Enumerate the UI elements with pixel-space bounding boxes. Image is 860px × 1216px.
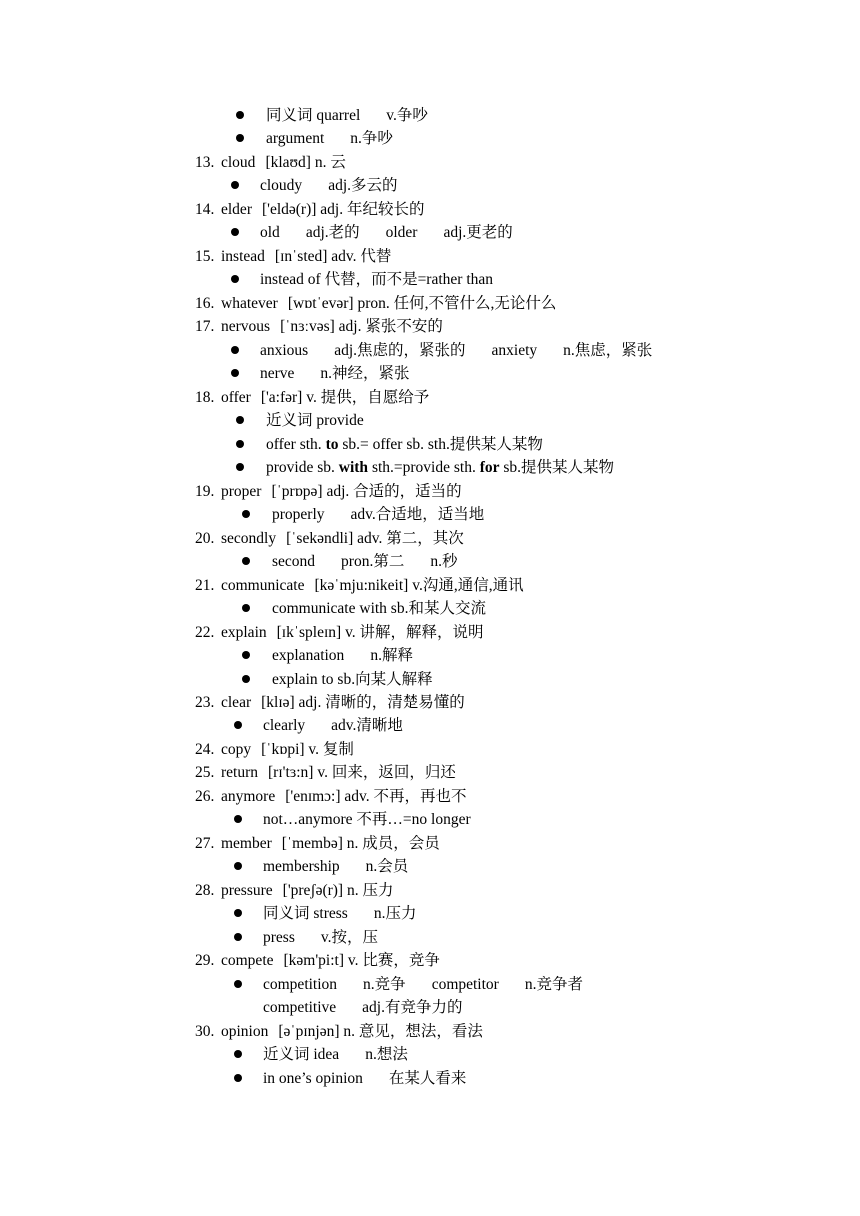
bullet-part: pron.第二 — [341, 553, 405, 571]
bullet-icon — [231, 228, 239, 236]
bullet-item — [0, 221, 860, 244]
entry-number: 13. — [195, 153, 215, 171]
headword: anymore — [221, 787, 276, 805]
bullet-part: second — [272, 553, 316, 571]
bullet-text — [260, 268, 493, 291]
headword: return — [221, 764, 259, 782]
bold-keyword: to — [325, 435, 339, 453]
bullet-part: adj.更老的 — [443, 224, 513, 242]
bullet-part: 近义词 provide — [266, 412, 364, 430]
entry-text — [221, 386, 429, 409]
bullet-item — [0, 808, 860, 831]
vocab-entry — [0, 245, 860, 268]
entry-text — [221, 245, 391, 268]
entry-text — [221, 785, 467, 808]
bullet-part: in one’s opinion — [263, 1069, 363, 1087]
bullet-icon — [242, 604, 250, 612]
bullet-icon — [231, 275, 239, 283]
bullet-part: explanation — [272, 647, 345, 665]
bullet-text — [266, 104, 428, 127]
definition: [klaʊd] n. 云 — [265, 153, 346, 171]
bullet-item — [0, 855, 860, 878]
bullet-text — [263, 1043, 408, 1066]
bullet-part: n.竞争 — [363, 975, 406, 993]
entry-number: 21. — [195, 576, 215, 594]
definition: [ˈmembə] n. 成员，会员 — [281, 834, 440, 852]
vocab-entry — [0, 879, 860, 902]
entry-number: 30. — [195, 1022, 215, 1040]
bullet-part: n.想法 — [365, 1046, 408, 1064]
bullet-part: communicate with sb.和某人交流 — [272, 600, 486, 618]
bullet-icon — [234, 721, 242, 729]
entry-number: 23. — [195, 694, 215, 711]
vocab-entry — [0, 292, 860, 315]
entry-number: 27. — [195, 834, 215, 852]
headword: explain — [221, 623, 267, 641]
bullet-icon — [236, 440, 244, 448]
bullet-icon — [236, 111, 244, 119]
bullet-text — [266, 409, 364, 432]
bullet-part: 同义词 quarrel — [266, 107, 361, 124]
entry-number: 16. — [195, 294, 215, 312]
entry-number: 18. — [195, 388, 215, 406]
bullet-part: 近义词 idea — [263, 1046, 340, 1064]
vocab-entry — [0, 480, 860, 503]
entry-text — [221, 198, 424, 221]
bullet-part: n.秒 — [430, 553, 458, 571]
headword: member — [221, 834, 272, 852]
bullet-item — [0, 174, 860, 197]
entry-text — [221, 691, 465, 714]
bullet-icon — [234, 909, 242, 917]
entry-text — [221, 151, 346, 174]
entry-text — [221, 879, 393, 902]
bullet-part: v.按，压 — [320, 928, 378, 946]
definition: [ˈkɒpi] v. 复制 — [261, 740, 354, 758]
bullet-icon — [234, 862, 242, 870]
bullet-text — [263, 926, 378, 949]
entry-number: 28. — [195, 881, 215, 899]
bullet-icon — [236, 134, 244, 142]
bullet-part: membership — [263, 858, 340, 876]
bullet-part: v.争吵 — [386, 107, 428, 124]
bullet-item — [0, 1067, 860, 1090]
bullet-icon — [231, 369, 239, 377]
headword: instead — [221, 247, 265, 265]
bullet-icon — [236, 463, 244, 471]
bullet-text — [272, 503, 484, 526]
vocab-entry — [0, 761, 860, 784]
vocab-entry — [0, 785, 860, 808]
entry-text — [221, 480, 462, 503]
bullet-text — [266, 127, 393, 150]
vocab-entry — [0, 574, 860, 597]
headword: whatever — [221, 294, 278, 312]
definition: [ˈprɒpə] adj. 合适的，适当的 — [271, 482, 462, 500]
bullet-part: properly — [272, 506, 325, 524]
bullet-part: n.竞争者 — [524, 975, 583, 993]
bullet-item — [0, 597, 860, 620]
bullet-part: competitor — [431, 975, 499, 993]
bullet-icon — [242, 557, 250, 565]
bullet-part: n.解释 — [370, 647, 413, 665]
headword: elder — [221, 200, 252, 218]
bullet-part: adv.清晰地 — [331, 717, 403, 735]
bullet-text — [263, 855, 408, 878]
headword: copy — [221, 740, 252, 758]
bullet-item — [0, 714, 860, 737]
bullet-part: 在某人看来 — [388, 1069, 467, 1087]
entry-number: 22. — [195, 623, 215, 641]
bullet-part: n.压力 — [373, 905, 417, 923]
bullet-text — [263, 808, 471, 831]
bullet-text — [263, 714, 403, 737]
headword: opinion — [221, 1022, 269, 1040]
bullet-part: anxiety — [491, 341, 538, 359]
bold-keyword: with — [338, 459, 369, 477]
bullet-text — [272, 644, 413, 667]
headword: secondly — [221, 529, 277, 547]
definition: [əˈpɪnjən] n. 意见，想法，看法 — [278, 1022, 483, 1040]
vocab-entry — [0, 621, 860, 644]
bullet-icon — [242, 651, 250, 659]
bullet-text — [263, 996, 462, 1019]
bullet-item — [0, 550, 860, 573]
bullet-part: adj.多云的 — [328, 177, 398, 195]
bullet-text — [260, 174, 398, 197]
bullet-part: n.神经，紧张 — [320, 365, 410, 383]
bullet-part: n.焦虑，紧张 — [563, 341, 653, 359]
bullet-item — [0, 409, 860, 432]
definition: [ˈsekəndli] adv. 第二，其次 — [286, 529, 464, 547]
headword: pressure — [221, 881, 273, 899]
entry-text — [221, 292, 556, 315]
vocab-entry — [0, 198, 860, 221]
bullet-icon — [236, 416, 244, 424]
bullet-text — [263, 902, 416, 925]
bullet-part: nerve — [260, 365, 295, 383]
entry-number: 26. — [195, 787, 215, 805]
bullet-item — [0, 268, 860, 291]
bullet-part: adj.焦虑的，紧张的 — [334, 341, 466, 359]
entry-number: 20. — [195, 529, 215, 547]
vocab-entry — [0, 691, 860, 714]
entry-number: 24. — [195, 740, 215, 758]
bullet-part: explain to sb.向某人解释 — [272, 670, 433, 688]
bullet-item — [0, 339, 860, 362]
bullet-part: argument — [266, 130, 325, 148]
bullet-item — [0, 973, 860, 996]
bullet-text — [272, 550, 457, 573]
bullet-part: cloudy — [260, 177, 303, 195]
bullet-icon — [234, 980, 242, 988]
bullet-part: not…anymore 不再…=no longer — [263, 811, 471, 829]
definition: [ɪnˈsted] adv. 代替 — [274, 247, 392, 265]
entry-text — [221, 315, 443, 338]
definition: [wɒtˈevər] pron. 任何,不管什么,无论什么 — [287, 294, 557, 312]
definition: [ˈnɜːvəs] adj. 紧张不安的 — [280, 318, 443, 336]
bullet-part: anxious — [260, 341, 309, 359]
definition: [klɪə] adj. 清晰的，清楚易懂的 — [261, 694, 465, 711]
bullet-icon — [231, 346, 239, 354]
bullet-part: n.争吵 — [350, 130, 393, 148]
bullet-item — [0, 668, 860, 691]
bullet-part: offer sth. — [266, 435, 326, 453]
definition: [kəm'pi:t] v. 比赛，竞争 — [283, 952, 440, 970]
headword: compete — [221, 952, 274, 970]
entry-text — [221, 527, 464, 550]
definition: ['enɪmɔ:] adv. 不再，再也不 — [285, 787, 467, 805]
headword: proper — [221, 482, 262, 500]
bullet-part: provide sb. — [266, 459, 339, 477]
entry-number: 25. — [195, 764, 215, 782]
vocab-entry — [0, 1020, 860, 1043]
definition: ['eldə(r)] adj. 年纪较长的 — [261, 200, 425, 218]
bullet-text — [260, 221, 513, 244]
bullet-item — [0, 433, 860, 456]
bold-keyword: for — [479, 459, 500, 477]
bullet-text — [260, 339, 652, 362]
bullet-item — [0, 926, 860, 949]
entry-text — [221, 574, 524, 597]
entry-number: 15. — [195, 247, 215, 265]
vocab-entry — [0, 386, 860, 409]
entry-text — [221, 621, 484, 644]
vocab-entry — [0, 832, 860, 855]
entry-number: 29. — [195, 952, 215, 970]
bullet-part: adj.老的 — [305, 224, 360, 242]
bullet-icon — [231, 181, 239, 189]
entry-text — [221, 949, 440, 972]
bullet-part: sb.= offer sb. sth.提供某人某物 — [338, 435, 543, 453]
bullet-part: 同义词 stress — [263, 905, 348, 923]
entry-text — [221, 1020, 483, 1043]
definition: ['preʃə(r)] n. 压力 — [282, 881, 394, 899]
bullet-part: competition — [263, 975, 338, 993]
bullet-item — [0, 104, 860, 127]
headword: nervous — [221, 318, 271, 336]
bullet-icon — [234, 1050, 242, 1058]
entry-number: 14. — [195, 200, 215, 218]
bullet-part: old — [260, 224, 280, 242]
headword: clear — [221, 694, 252, 711]
bullet-icon — [242, 675, 250, 683]
definition: [kəˈmju:nikeit] v.沟通,通信,通讯 — [314, 576, 524, 594]
bullet-icon — [242, 510, 250, 518]
bullet-part: competitive — [263, 999, 337, 1017]
vocab-entry — [0, 738, 860, 761]
vocab-entry — [0, 315, 860, 338]
bullet-text — [263, 973, 583, 996]
entry-text — [221, 832, 440, 855]
bullet-continuation — [0, 996, 860, 1019]
bullet-item — [0, 127, 860, 150]
headword: communicate — [221, 576, 305, 594]
bullet-part: older — [385, 224, 418, 242]
bullet-item — [0, 362, 860, 385]
bullet-icon — [234, 1074, 242, 1082]
entry-text — [221, 761, 456, 784]
bullet-item — [0, 902, 860, 925]
bullet-icon — [234, 815, 242, 823]
bullet-part: clearly — [263, 717, 306, 735]
bullet-text — [266, 456, 614, 479]
bullet-part: press — [263, 928, 295, 946]
bullet-part: instead of 代替，而不是=rather than — [260, 271, 494, 289]
vocab-entry — [0, 151, 860, 174]
entry-number: 17. — [195, 318, 215, 336]
bullet-item — [0, 456, 860, 479]
bullet-text — [263, 1067, 466, 1090]
vocab-entry — [0, 527, 860, 550]
bullet-part: n.会员 — [365, 858, 409, 876]
definition: [rɪ'tɜ:n] v. 回来，返回，归还 — [268, 764, 456, 782]
bullet-part: adv.合适地，适当地 — [350, 506, 485, 524]
headword: offer — [221, 388, 251, 406]
bullet-text — [260, 362, 410, 385]
entry-number: 19. — [195, 482, 215, 500]
bullet-part: sb.提供某人某物 — [499, 459, 615, 477]
definition: ['a:fər] v. 提供，自愿给予 — [260, 388, 430, 406]
entry-text — [221, 738, 354, 761]
bullet-icon — [234, 933, 242, 941]
definition: [ɪkˈspleɪn] v. 讲解，解释，说明 — [276, 623, 484, 641]
bullet-text — [272, 597, 486, 620]
bullet-part: adj.有竞争力的 — [362, 999, 463, 1017]
bullet-item — [0, 1043, 860, 1066]
vocab-entry — [0, 949, 860, 972]
bullet-text — [266, 433, 543, 456]
bullet-item — [0, 644, 860, 667]
bullet-part: sth.=provide sth. — [368, 459, 480, 477]
headword: cloud — [221, 153, 256, 171]
bullet-text — [272, 668, 433, 691]
bullet-item — [0, 503, 860, 526]
